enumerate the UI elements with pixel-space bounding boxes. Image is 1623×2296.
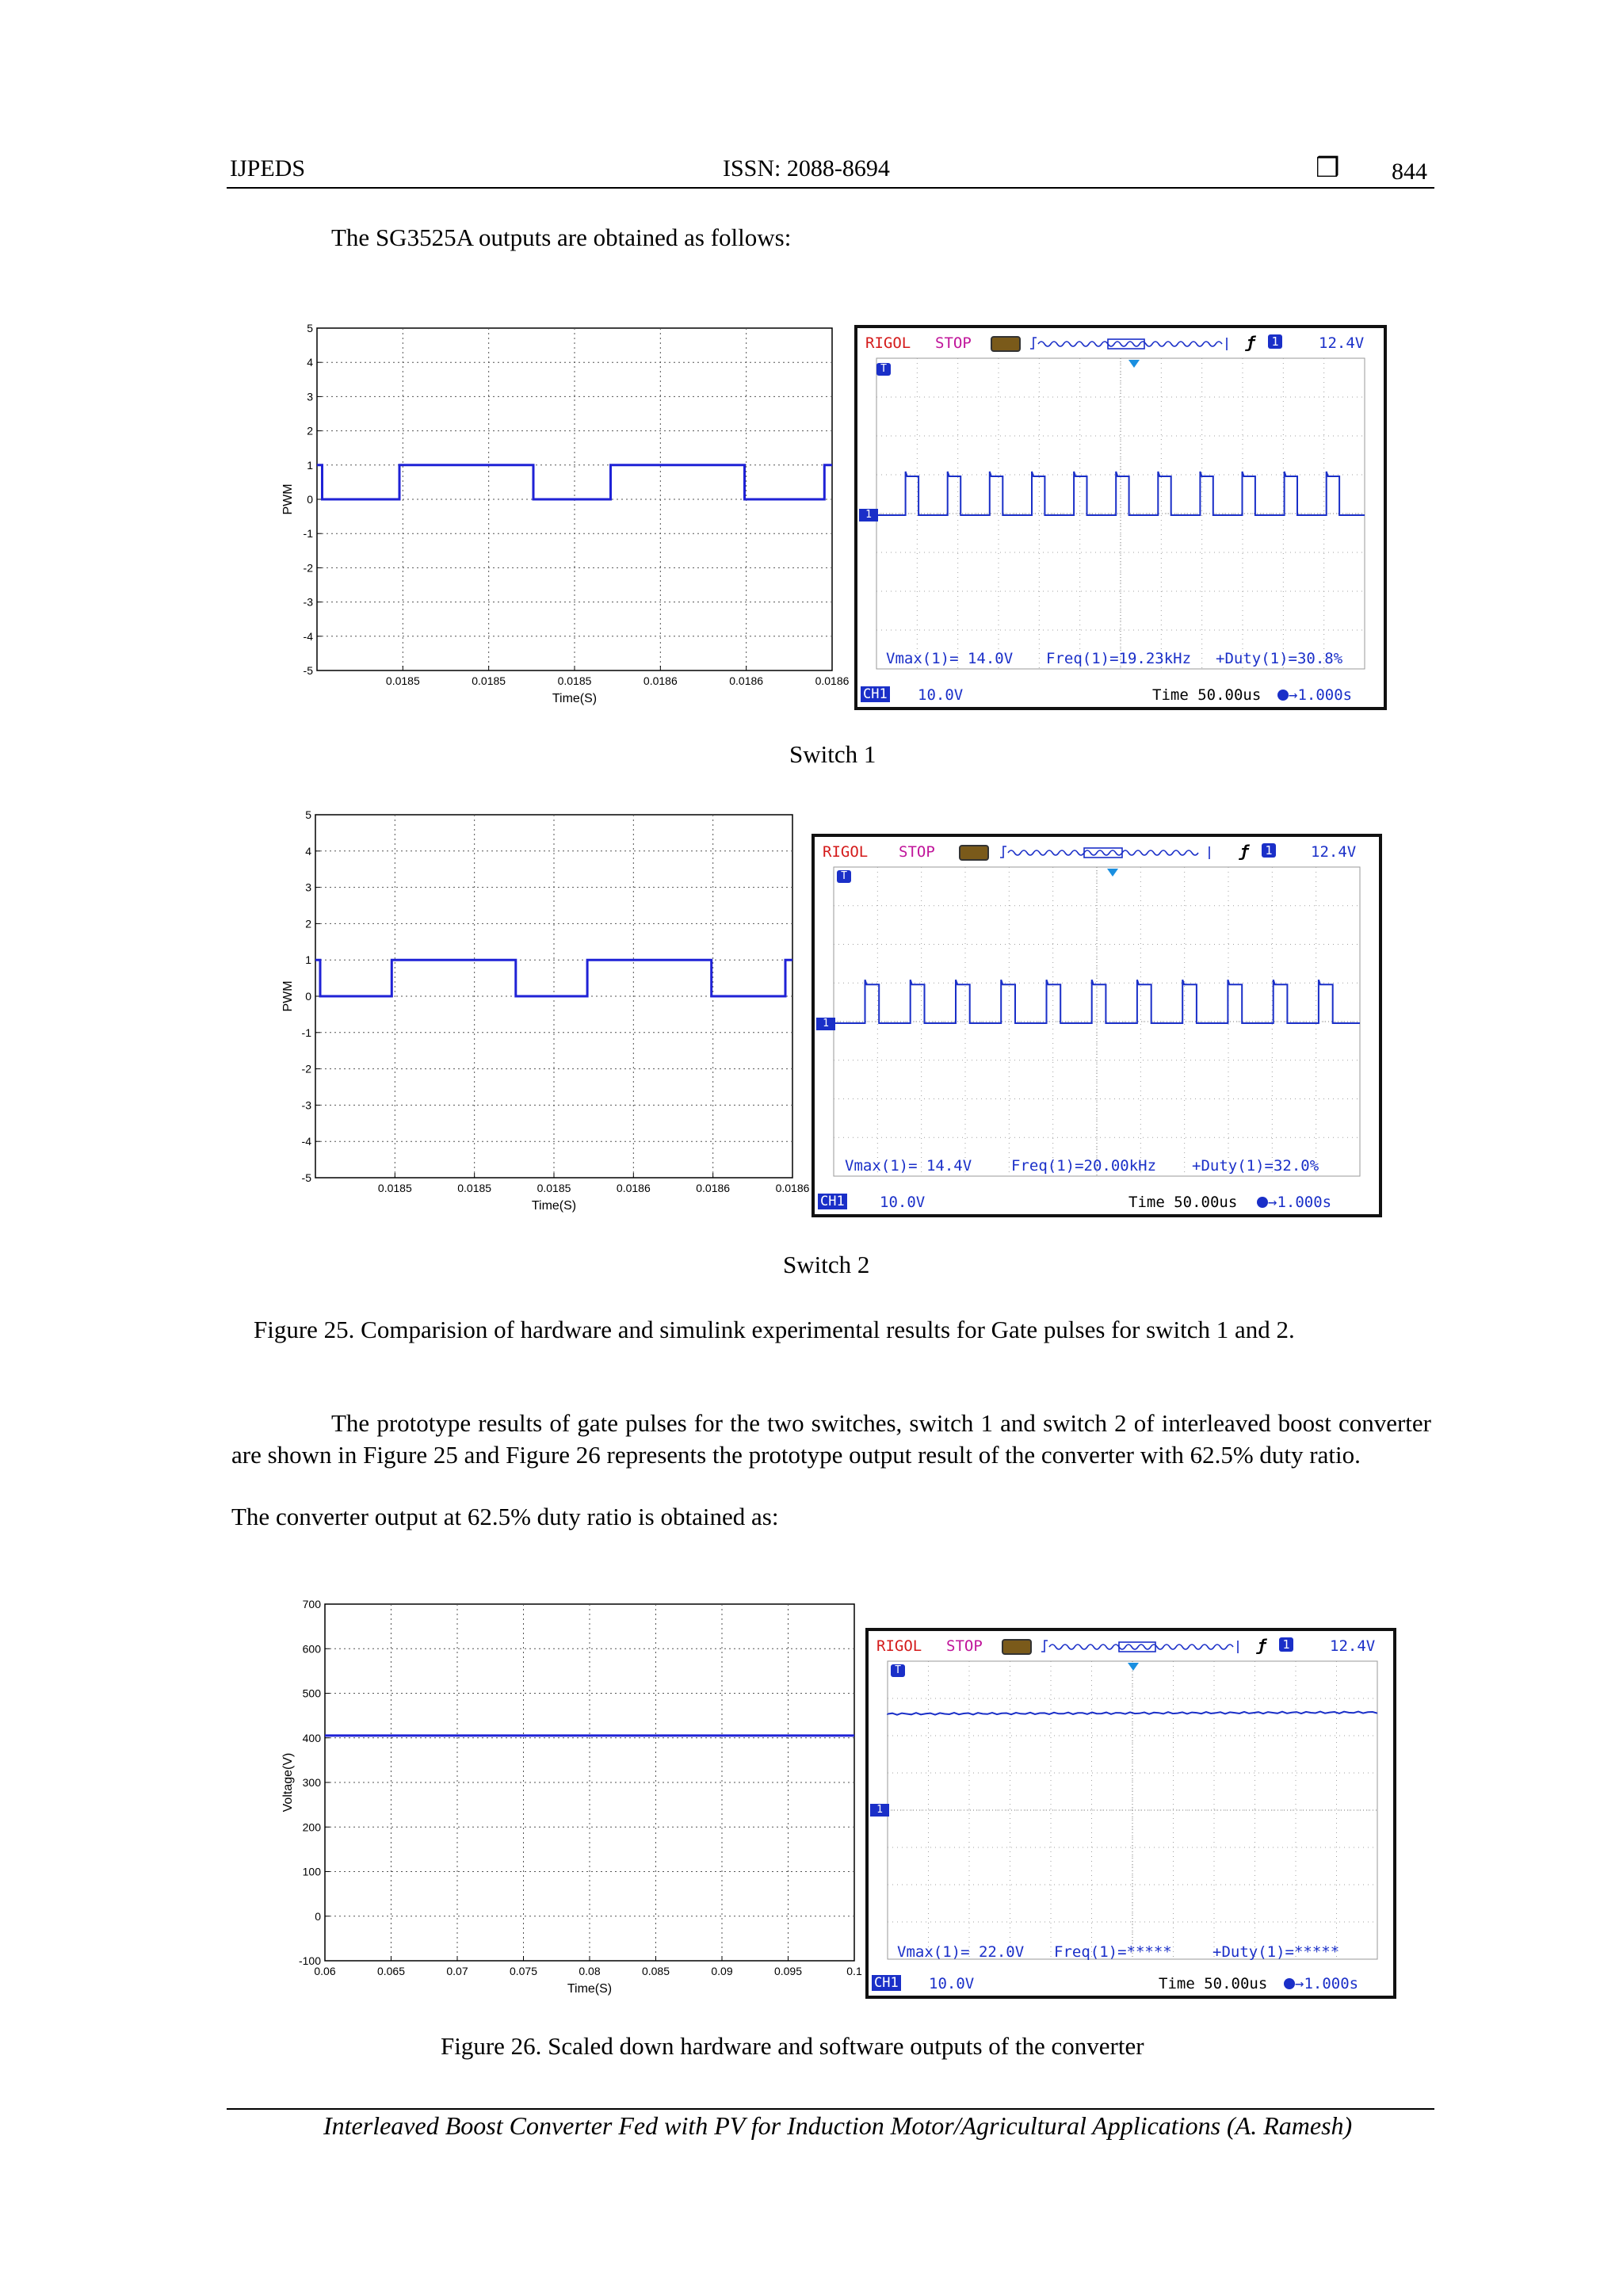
y-tick-label: 400 (302, 1731, 321, 1744)
timebase-strip-icon (999, 842, 1214, 862)
x-tick-label: 0.0186 (643, 674, 678, 687)
trigger-position-icon (1277, 690, 1289, 701)
x-axis-label: Time(S) (552, 692, 598, 705)
trigger-position-value: 1.000s (1297, 686, 1353, 704)
running-footer: Interleaved Boost Converter Fed with PV for Induction Motor/Agricultural Applications (A. Ramesh) (323, 2111, 1353, 2140)
y-tick-label: -3 (301, 1098, 311, 1112)
trigger-level: 12.4V (1319, 334, 1365, 352)
x-tick-label: 0.0185 (472, 674, 506, 687)
x-tick-label: 0.0185 (557, 674, 592, 687)
measurement-vmax: Vmax(1)= 22.0V (897, 1943, 1025, 1961)
y-tick-label: -3 (303, 595, 313, 609)
header-rule (227, 187, 1434, 189)
scope-switch1 (854, 325, 1387, 710)
chart-switch2-simulink (277, 805, 810, 1225)
channel-badge: CH1 (861, 686, 890, 702)
trigger-edge-icon: ƒ (1257, 1636, 1267, 1655)
x-tick-label: 0.09 (711, 1965, 733, 1977)
measurement-duty: +Duty(1)=***** (1212, 1943, 1340, 1961)
chart-output-voltage-simulink (277, 1595, 864, 2004)
x-tick-label: 0.0186 (696, 1182, 731, 1194)
y-tick-label: -1 (303, 527, 313, 541)
trigger-level: 12.4V (1311, 843, 1357, 861)
y-tick-label: 3 (305, 881, 311, 894)
x-tick-label: 0.08 (579, 1965, 601, 1977)
scope-top-bar (862, 330, 1379, 355)
scope-brand: RIGOL (865, 334, 911, 352)
measurement-vmax: Vmax(1)= 14.4V (845, 1157, 972, 1175)
trigger-channel-badge: 1 (1279, 1637, 1293, 1652)
trigger-position: →1.000s (1284, 1975, 1358, 1992)
switch2-label: Switch 2 (783, 1251, 870, 1278)
figure-25-caption: Figure 25. Comparision of hardware and simulink experimental results for Gate pulses for switch 1 and 2. (254, 1316, 1295, 1343)
x-tick-label: 0.0186 (729, 674, 764, 687)
y-tick-label: -4 (301, 1135, 311, 1148)
battery-icon (959, 845, 989, 861)
trigger-time-marker: T (876, 363, 891, 376)
y-tick-label: -5 (303, 664, 313, 677)
y-tick-label: 700 (302, 1598, 321, 1610)
timebase: Time 50.00us (1128, 1194, 1238, 1211)
scope-bottom-bar (816, 1192, 1377, 1213)
y-tick-label: -100 (298, 1954, 321, 1967)
y-tick-label: -2 (301, 1062, 311, 1075)
timebase-strip-icon (1040, 1636, 1243, 1656)
y-tick-label: 4 (305, 844, 311, 858)
x-tick-label: 0.07 (446, 1965, 468, 1977)
scope-bottom-bar (870, 1973, 1392, 1994)
scope-top-bar (819, 839, 1374, 864)
x-tick-label: 0.065 (376, 1965, 406, 1977)
y-tick-label: 100 (302, 1865, 321, 1878)
channel-badge: CH1 (872, 1975, 901, 1991)
volts-per-div: 10.0V (880, 1194, 926, 1211)
scope-brand: RIGOL (876, 1637, 922, 1655)
scope-screen (834, 867, 1360, 1176)
scope-screen (876, 358, 1365, 669)
chart-switch1-simulink (277, 319, 850, 715)
measurement-duty: +Duty(1)=32.0% (1192, 1157, 1319, 1175)
timebase-strip-icon (1029, 333, 1232, 353)
y-axis-label: PWM (281, 483, 295, 515)
x-tick-label: 0.075 (509, 1965, 538, 1977)
scope-output-voltage (865, 1628, 1396, 1999)
running-header-issn: ISSN: 2088-8694 (723, 155, 890, 181)
y-tick-label: 0 (315, 1909, 321, 1923)
scope-brand: RIGOL (823, 843, 869, 861)
scope-state: STOP (899, 843, 935, 861)
x-tick-label: 0.095 (773, 1965, 803, 1977)
y-tick-label: 0 (307, 493, 313, 506)
x-tick-label: 0.0186 (775, 1182, 810, 1194)
y-tick-label: -1 (301, 1026, 311, 1039)
y-tick-label: 4 (307, 356, 313, 369)
y-tick-label: -4 (303, 629, 313, 643)
x-tick-label: 0.06 (314, 1965, 336, 1977)
y-axis-label: Voltage(V) (281, 1752, 295, 1813)
y-tick-label: -2 (303, 561, 313, 575)
volts-per-div: 10.0V (929, 1975, 975, 1992)
scope-top-bar (873, 1633, 1388, 1658)
timebase: Time 50.00us (1152, 686, 1262, 704)
trigger-edge-icon: ƒ (1246, 333, 1256, 352)
trigger-position-value: 1.000s (1277, 1194, 1332, 1211)
measurement-freq: Freq(1)=19.23kHz (1046, 650, 1192, 667)
trigger-position-icon (1257, 1197, 1268, 1208)
scope-state: STOP (946, 1637, 983, 1655)
channel-ground-marker: 1 (816, 1018, 835, 1030)
x-axis-label: Time(S) (531, 1199, 577, 1213)
switch1-label: Switch 1 (789, 740, 876, 768)
trigger-position: →1.000s (1257, 1194, 1331, 1211)
trigger-time-marker: T (891, 1664, 905, 1677)
x-tick-label: 0.085 (641, 1965, 670, 1977)
paragraph-1: The prototype results of gate pulses for the two switches, switch 1 and switch 2 of interleaved boost converter are shown in Figure 25 and Figure 26 represents the prototype output result of the converter with 62.5% duty ratio. (231, 1409, 1431, 1469)
y-tick-label: 2 (305, 917, 311, 930)
page-number: 844 (1392, 159, 1427, 185)
y-tick-label: -5 (301, 1171, 311, 1184)
x-tick-label: 0.0186 (815, 674, 850, 687)
trigger-channel-badge: 1 (1268, 334, 1282, 349)
trigger-channel-badge: 1 (1262, 843, 1276, 858)
running-header-journal: IJPEDS (230, 155, 306, 181)
paragraph-2: The converter output at 62.5% duty ratio is obtained as: (231, 1503, 779, 1530)
x-tick-label: 0.0185 (457, 1182, 492, 1194)
y-tick-label: 300 (302, 1776, 321, 1789)
scope-bottom-bar (859, 685, 1382, 705)
scope-switch2 (812, 834, 1382, 1217)
trigger-position-value: 1.000s (1304, 1975, 1359, 1992)
measurement-freq: Freq(1)=***** (1054, 1943, 1172, 1961)
y-tick-label: 200 (302, 1820, 321, 1834)
battery-icon (1002, 1639, 1032, 1655)
square-icon: ❒ (1316, 154, 1340, 183)
channel-badge: CH1 (818, 1194, 847, 1209)
y-tick-label: 2 (307, 424, 313, 437)
measurement-vmax: Vmax(1)= 14.0V (886, 650, 1014, 667)
y-tick-label: 3 (307, 390, 313, 403)
measurement-freq: Freq(1)=20.00kHz (1011, 1157, 1157, 1175)
battery-icon (991, 336, 1021, 352)
x-tick-label: 0.1 (846, 1965, 862, 1977)
y-tick-label: 5 (307, 322, 313, 334)
y-tick-label: 500 (302, 1687, 321, 1700)
footer-rule (227, 2108, 1434, 2110)
trigger-edge-icon: ƒ (1239, 842, 1250, 861)
x-tick-label: 0.0185 (537, 1182, 571, 1194)
scope-screen (888, 1661, 1377, 1959)
trigger-position: →1.000s (1277, 686, 1352, 704)
x-tick-label: 0.0186 (616, 1182, 651, 1194)
y-tick-label: 0 (305, 990, 311, 1003)
x-tick-label: 0.0185 (385, 674, 420, 687)
x-tick-label: 0.0185 (377, 1182, 412, 1194)
y-axis-label: PWM (281, 980, 295, 1012)
y-tick-label: 1 (305, 953, 311, 967)
trigger-position-icon (1284, 1978, 1295, 1989)
y-tick-label: 5 (305, 808, 311, 821)
scope-state: STOP (935, 334, 972, 352)
channel-ground-marker: 1 (859, 509, 878, 521)
y-tick-label: 600 (302, 1642, 321, 1656)
timebase: Time 50.00us (1159, 1975, 1268, 1992)
trigger-time-marker: T (837, 870, 851, 883)
measurement-duty: +Duty(1)=30.8% (1216, 650, 1343, 667)
trigger-level: 12.4V (1330, 1637, 1376, 1655)
x-axis-label: Time(S) (567, 1982, 613, 1996)
intro-text: The SG3525A outputs are obtained as follows: (331, 223, 792, 251)
y-tick-label: 1 (307, 458, 313, 472)
channel-ground-marker: 1 (870, 1804, 889, 1817)
figure-26-caption: Figure 26. Scaled down hardware and software outputs of the converter (441, 2032, 1144, 2060)
volts-per-div: 10.0V (918, 686, 964, 704)
